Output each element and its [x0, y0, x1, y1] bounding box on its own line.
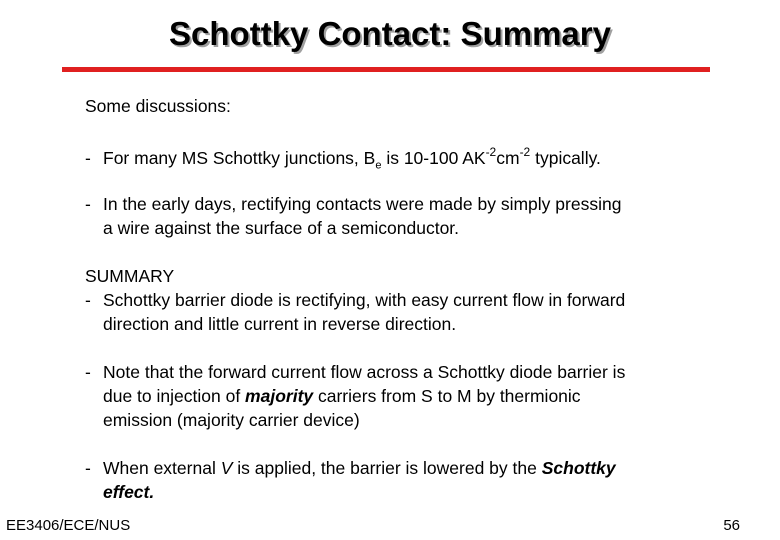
bullet-line: Schottky barrier diode is rectifying, with easy current flow in forward — [103, 290, 626, 310]
page-number: 56 — [723, 517, 740, 534]
bullet-line: emission (majority carrier device) — [103, 410, 360, 430]
bullet-text: is 10-100 AK — [381, 148, 486, 168]
bullet-dash: - — [85, 194, 91, 214]
bullet-line: Note that the forward current flow across a Schottky diode barrier is — [103, 362, 626, 382]
bullet-dash: - — [85, 458, 91, 478]
summary-bullet-2 — [85, 360, 625, 432]
bullet-line — [85, 480, 616, 504]
bullet-line — [85, 384, 625, 408]
bullet-text: For many MS Schottky junctions, B — [103, 148, 376, 168]
emphasis-effect: effect. — [103, 482, 155, 502]
superscript: -2 — [485, 145, 497, 160]
bullet-line — [85, 146, 601, 170]
bullet-text: cm — [496, 148, 520, 168]
summary-bullet-3 — [85, 456, 616, 504]
bullet-dash: - — [85, 362, 91, 382]
bullet-line: a wire against the surface of a semiconductor. — [103, 218, 460, 238]
title-underline — [62, 67, 710, 72]
superscript: -2 — [519, 145, 531, 160]
bullet-text: is applied, the barrier is lowered by the — [232, 458, 542, 478]
bullet-text: When external — [103, 458, 221, 478]
bullet-dash: - — [85, 148, 91, 168]
subscript: e — [375, 159, 382, 172]
footer-course: EE3406/ECE/NUS — [6, 517, 131, 534]
bullet-text: carriers from S to M by thermionic — [313, 386, 581, 406]
bullet-line: In the early days, rectifying contacts were made by simply pressing — [103, 194, 622, 214]
slide-title: Schottky Contact: Summary — [169, 15, 611, 52]
summary-bullet-1 — [85, 288, 625, 336]
bullet-line — [85, 456, 616, 480]
bullet-text: typically. — [530, 148, 601, 168]
variable-v: V — [220, 458, 233, 478]
discussions-heading: Some discussions: — [85, 96, 231, 116]
summary-heading: SUMMARY — [85, 266, 175, 286]
emphasis-majority: majority — [245, 386, 314, 406]
emphasis-schottky: Schottky — [541, 458, 616, 478]
bullet-text: due to injection of — [103, 386, 246, 406]
bullet-line: direction and little current in reverse direction. — [103, 314, 457, 334]
discussion-bullet-2 — [85, 192, 621, 240]
bullet-dash: - — [85, 290, 91, 310]
discussion-bullet-1 — [85, 146, 601, 170]
